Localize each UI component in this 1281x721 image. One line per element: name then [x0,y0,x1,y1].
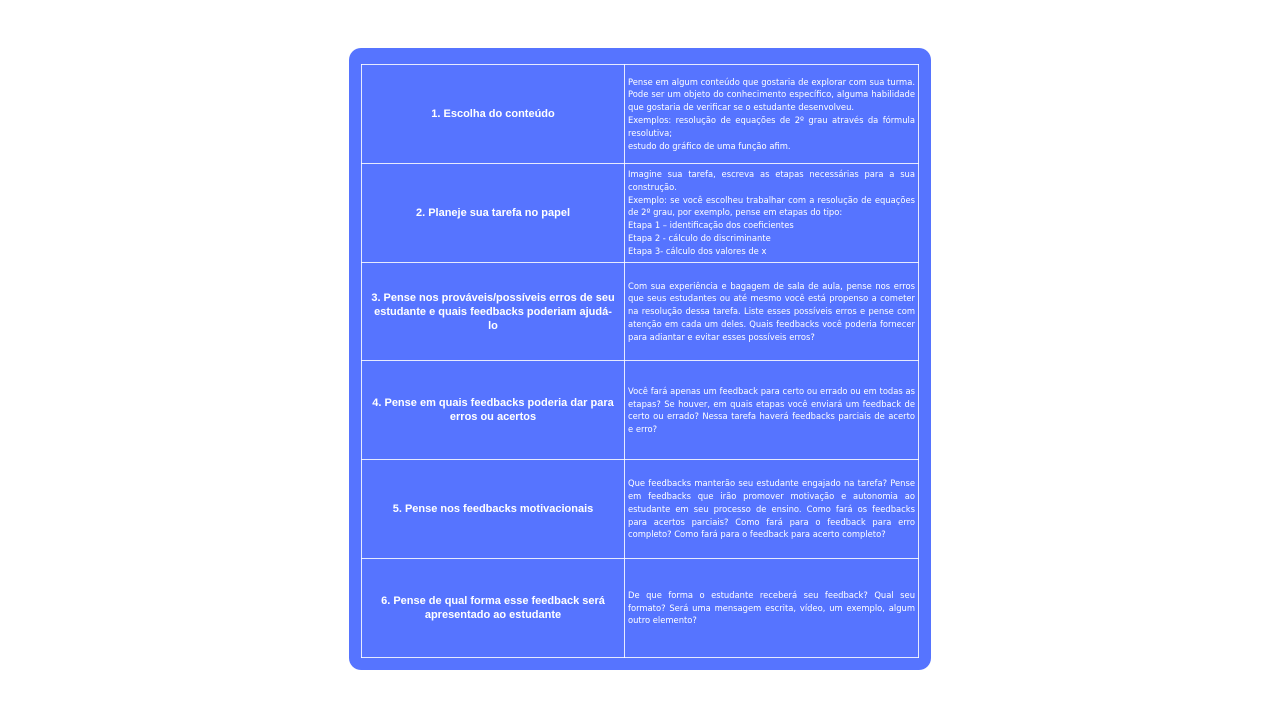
step-description [625,65,919,164]
description-line: estudo do gráfico de uma função afim. [628,140,791,151]
step-title: 4. Pense em quais feedbacks poderia dar para erros ou acertos [362,361,625,460]
description-line: Etapa 1 – identificação dos coeficientes [628,220,794,231]
step-title: 1. Escolha do conteúdo [362,65,625,164]
step-description [625,559,919,658]
description-line: Exemplo: se você escolheu trabalhar com a resolução de equações de 2º grau, por exemplo, pense em etapas do tipo: [628,194,915,218]
step-title: 5. Pense nos feedbacks motivacionais [362,460,625,559]
step-description [625,361,919,460]
description-line: De que forma o estudante receberá seu feedback? Qual seu formato? Será uma mensagem escrita, vídeo, um exemplo, algum outro elemento? [628,589,915,626]
description-line: Com sua experiência e bagagem de sala de aula, pense nos erros que seus estudantes ou até mesmo você está propenso a cometer na resolução dessa tarefa. Liste esses possíveis erros e pense com atenção em cada um deles. Quais feedbacks você poderia fornecer para adiantar e evitar esses possíveis erros? [628,280,915,342]
description-line: Etapa 2 - cálculo do discriminante [628,232,771,243]
step-title: 3. Pense nos prováveis/possíveis erros de seu estudante e quais feedbacks poderiam ajudá-lo [362,262,625,361]
table-row [362,361,919,460]
table-row [362,262,919,361]
step-description [625,460,919,559]
steps-table [361,64,919,658]
step-description [625,163,919,262]
step-description [625,262,919,361]
steps-card [349,48,931,670]
description-line: Você fará apenas um feedback para certo ou errado ou em todas as etapas? Se houver, em quais etapas você enviará um feedback de certo ou errado? Nessa tarefa haverá feedbacks parciais de acerto e erro? [628,385,915,435]
table-row [362,460,919,559]
table-row [362,559,919,658]
description-line: Etapa 3- cálculo dos valores de x [628,245,767,256]
table-row [362,65,919,164]
table-row [362,163,919,262]
step-title: 2. Planeje sua tarefa no papel [362,163,625,262]
description-line: Que feedbacks manterão seu estudante engajado na tarefa? Pense em feedbacks que irão promover motivação e autonomia ao estudante em seu processo de ensino. Como fará os feedbacks para acertos parciais? Como fará para o feedback para erro completo? Como fará para o feedback para acerto completo? [628,478,915,540]
description-line: Imagine sua tarefa, escreva as etapas necessárias para a sua construção. [628,168,915,192]
step-title: 6. Pense de qual forma esse feedback será apresentado ao estudante [362,559,625,658]
description-line: Pense em algum conteúdo que gostaria de explorar com sua turma. Pode ser um objeto do conhecimento específico, alguma habilidade que gostaria de verificar se o estudante desenvolveu. [628,76,915,113]
description-line: Exemplos: resolução de equações de 2º grau através da fórmula resolutiva; [628,114,915,138]
